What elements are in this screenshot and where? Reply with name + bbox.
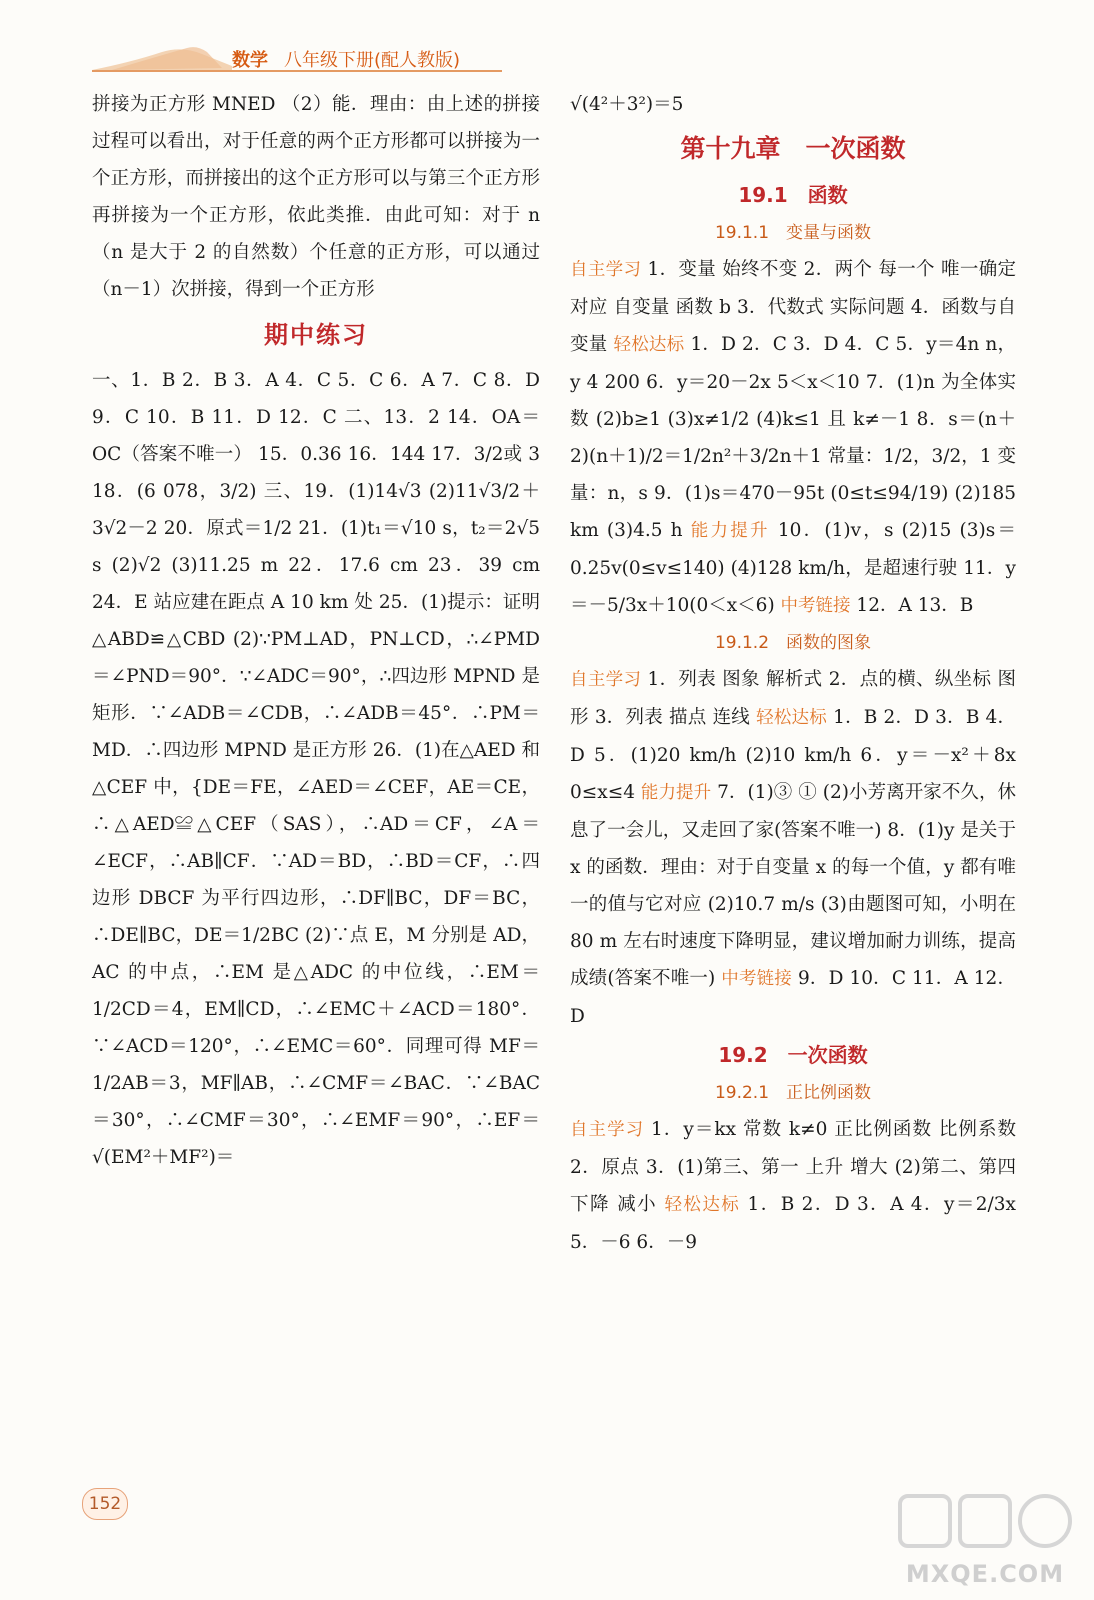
section-title: 19.1 函数 <box>738 183 848 207</box>
answer-label: 中考链接 <box>780 596 851 616</box>
answer-text: 12．A 13．B <box>850 595 974 616</box>
answer-paragraph <box>570 661 1022 1035</box>
answer-label: 能力提升 <box>690 521 770 541</box>
answer-label: 中考链接 <box>721 969 792 989</box>
answer-label: 自主学习 <box>570 1120 645 1140</box>
chapter-title: 第十九章 一次函数 <box>680 134 906 163</box>
answer-paragraph: 一、1．B 2．B 3．A 4．C 5．C 6．A 7．C 8．D 9．C 10．B 11．D 12．C 二、13．2 14．OA＝OC（答案不唯一） 15．0.36 16．144 17．3/2或 3 18．(6 078，3/2) 三、19．(1)14√3 (2)11√3/2＋3√2－2 20．原式＝1/2 21．(1)t₁＝√10 s，t₂＝2√5 s (2)√2 (3)11.25 m 22．17.6 cm 23．39 cm 24．E 站应建在距点 A 10 km 处 25．(1)提示：证明△ABD≌△CBD (2)∵PM⊥AD，PN⊥CD，∴∠PMD＝∠PND＝90°．∵∠ADC＝90°，∴四边形 MPND 是矩形．∵∠ADB＝∠CDB，∴∠ADB＝45°．∴PM＝MD．∴四边形 MPND 是正方形 26．(1)在△AED 和△CEF 中，{DE＝FE，∠AED＝∠CEF，AE＝CE，∴△AED≌△CEF（SAS），∴AD＝CF，∠A＝∠ECF，∴AB∥CF．∵AD＝BD，∴BD＝CF，∴四边形 DBCF 为平行四边形，∴DF∥BC，DF＝BC，∴DE∥BC，DE＝1/2BC (2)∵点 E，M 分别是 AD，AC 的中点，∴EM 是△ADC 的中位线，∴EM＝1/2CD＝4，EM∥CD，∴∠EMC＋∠ACD＝180°．∵∠ACD＝120°，∴∠EMC＝60°．同理可得 MF＝1/2AB＝3，MF∥AB，∴∠CMF＝∠BAC．∵∠BAC＝30°，∴∠CMF＝30°，∴∠EMF＝90°，∴EF＝√(EM²＋MF²)＝ <box>92 370 546 1168</box>
answer-text: 1．变量 始终不变 2．两个 每一个 唯一确定 对应 自变量 函数 b 3．代数式 实际问题 4．函数与自变量 <box>570 259 1022 355</box>
header-title <box>232 46 460 72</box>
page-header <box>92 40 512 76</box>
subsection-title: 19.2.1 正比例函数 <box>714 1083 872 1103</box>
subsection-title: 19.1.1 变量与函数 <box>714 223 872 243</box>
answer-label: 能力提升 <box>640 783 712 803</box>
right-column <box>570 86 1022 1261</box>
answer-text: 1．y＝kx 常数 k≠0 正比例函数 比例系数 2．原点 3．(1)第三、第一 上升 增大 (2)第二、第四 下降 减小 <box>570 1119 1022 1215</box>
watermark-text: MXQE.COM <box>905 1560 1065 1588</box>
header-subject: 数学 <box>232 50 268 71</box>
answer-text: 1．列表 图象 解析式 2．点的横、纵坐标 图形 3．列表 描点 连线 <box>570 669 1017 728</box>
answer-label: 轻松达标 <box>613 335 685 355</box>
answer-text: 9．D 10．C 11．A 12．D <box>570 968 1016 1027</box>
answer-paragraph <box>570 1111 1022 1261</box>
midterm-title: 期中练习 <box>264 321 368 349</box>
watermark-logo-icon <box>890 1488 1080 1558</box>
answer-paragraph <box>570 251 1022 625</box>
answer-label: 自主学习 <box>570 260 642 280</box>
answer-label: 轻松达标 <box>756 708 827 728</box>
answer-paragraph: 拼接为正方形 MNED （2）能．理由：由上述的拼接过程可以看出，对于任意的两个正方形都可以拼接为一个正方形，而拼接出的这个正方形可以与第三个正方形再拼接为一个正方形，依此类推．由此可知：对于 n（n 是大于 2 的自然数）个任意的正方形，可以通过（n－1）次拼接，得到一个正方形 <box>92 94 540 300</box>
answer-text: 1．D 2．C 3．D 4．C 5．y＝4n n，y 4 200 6．y＝20－2x 5＜x＜10 7．(1)n 为全体实数 (2)b≥1 (3)x≠1/2 (4)k≤1 且 k≠－1 8．s＝(n＋2)(n＋1)/2＝1/2n²＋3/2n＋1 常量：1/2，3/2，1 变量：n，s 9．(1)s＝470－95t (0≤t≤94/19) (2)185 km (3)4.5 h <box>570 334 1022 541</box>
answer-label: 轻松达标 <box>664 1195 741 1215</box>
answer-text: 1．B 2．D 3．B 4．D 5．(1)20 km/h (2)10 km/h 6．y＝－x²＋8x 0≤x≤4 <box>570 707 1022 803</box>
answer-text: 7．(1)③ ① (2)小芳离开家不久，休息了一会儿，又走回了家(答案不唯一) 8．(1)y 是关于 x 的函数．理由：对于自变量 x 的每一个值，y 都有唯一的值与它对应 (2)10.7 m/s (3)由题图可知，小明在 80 m 左右时速度下降明显，建议增加耐力训练，提高成绩(答案不唯一) <box>570 782 1022 989</box>
watermark <box>890 1488 1080 1588</box>
page-number: 152 <box>82 1488 128 1520</box>
section-title: 19.2 一次函数 <box>718 1043 868 1067</box>
answer-label: 自主学习 <box>570 670 642 690</box>
answer-paragraph: √(4²＋3²)＝5 <box>570 94 684 115</box>
answer-text: 10．(1)v，s (2)15 (3)s＝0.25v(0≤v≤140) (4)128 km/h，是超速行驶 11．y＝－5/3x＋10(0＜x＜6) <box>570 520 1017 616</box>
subsection-title: 19.1.2 函数的图象 <box>714 633 872 653</box>
left-column <box>92 86 546 1176</box>
answer-text: 1．B 2．D 3．A 4．y＝2/3x 5．－6 6．－9 <box>570 1194 1022 1253</box>
header-book: 八年级下册(配人教版) <box>284 50 461 71</box>
